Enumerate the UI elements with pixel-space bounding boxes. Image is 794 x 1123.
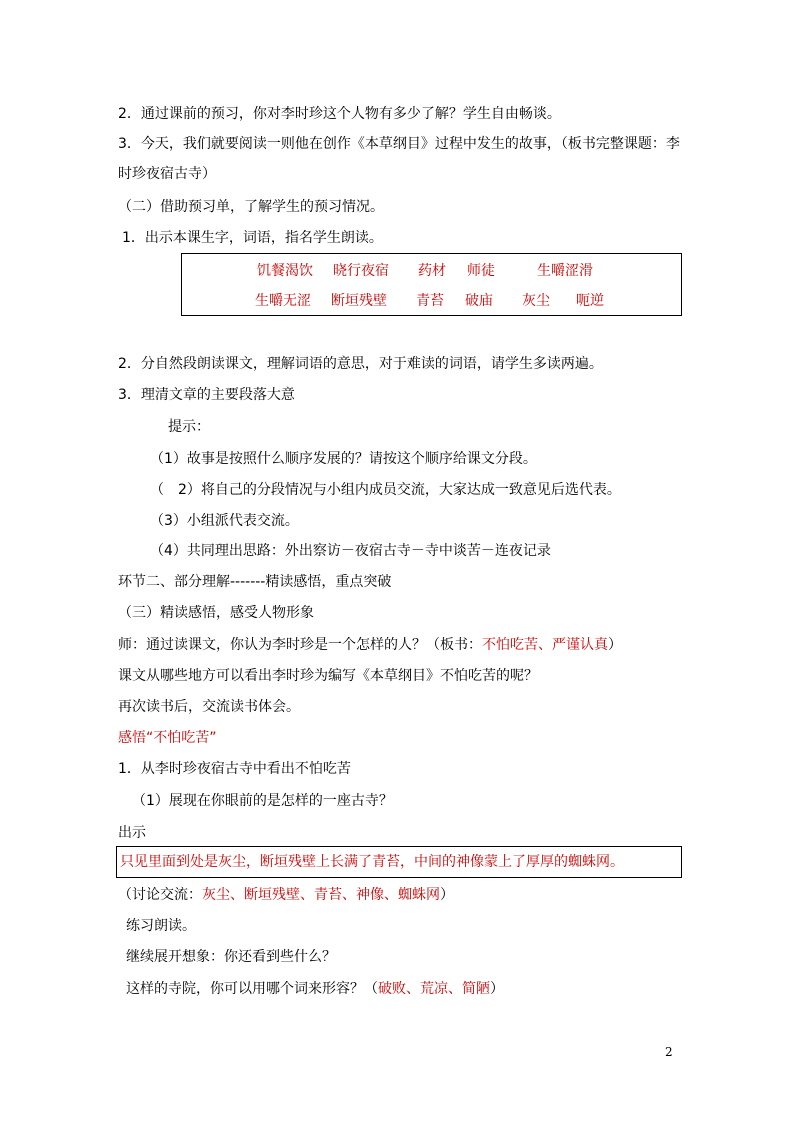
vocab-word: 师徒 (467, 263, 495, 279)
vocab-word: 破庙 (465, 293, 493, 309)
vocab-word: 生嚼涩滑 (537, 263, 593, 279)
highlight-text: 灰尘、断垣残壁、青苔、神像、蜘蛛网 (202, 887, 440, 903)
text-run: ） (490, 981, 504, 997)
paragraph-line: 提示： (168, 419, 210, 435)
paragraph-line: 1．出示本课生字，词语，指名学生朗读。 (122, 230, 383, 246)
paragraph-line: 练习朗读。 (126, 918, 196, 934)
page-number: 2 (665, 1045, 673, 1059)
paragraph-line: （ 2）将自己的分段情况与小组内成员交流，大家达成一致意见后选代表。 (150, 482, 621, 498)
paragraph-line: （1）展现在你眼前的是怎样的一座古寺？ (132, 793, 393, 809)
text-run: 这样的寺院，你可以用哪个词来形容？（ (126, 981, 378, 997)
section-heading: （二）借助预习单，了解学生的预习情况。 (118, 199, 384, 215)
vocab-word: 饥餐渴饮 (257, 263, 313, 279)
paragraph-line: （4）共同理出思路：外出察访－夜宿古寺－寺中谈苦－连夜记录 (150, 543, 551, 559)
subheading-highlight: 感悟“不怕吃苦” (118, 730, 217, 746)
paragraph-line (126, 980, 504, 998)
vocab-word: 呃逆 (576, 293, 604, 309)
paragraph-line (118, 886, 454, 904)
vocab-word: 断垣残壁 (331, 293, 387, 309)
paragraph-line: 时珍夜宿古寺） (118, 166, 216, 182)
paragraph-line: 3．今天，我们就要阅读一则他在创作《本草纲目》过程中发生的故事，（板书完整课题：李 (118, 136, 680, 152)
paragraph-line: （3）小组派代表交流。 (150, 513, 299, 529)
vocab-word: 青苔 (416, 293, 444, 309)
paragraph-line: 3．理清文章的主要段落大意 (118, 387, 295, 403)
vocab-word: 生嚼无涩 (255, 293, 311, 309)
paragraph-line: 继续展开想象：你还看到些什么？ (126, 949, 336, 965)
paragraph-line: （1）故事是按照什么顺序发展的？请按这个顺序给课文分段。 (150, 451, 537, 467)
paragraph-line: 出示 (118, 825, 146, 841)
vocabulary-box (181, 253, 682, 316)
paragraph-line (118, 636, 622, 654)
quote-box (116, 846, 682, 878)
section-heading: （三）精读感悟，感受人物形象 (118, 605, 314, 621)
highlight-text: 不怕吃苦、严谨认真 (482, 637, 608, 653)
vocab-word: 灰尘 (522, 293, 550, 309)
quote-text: 只见里面到处是灰尘，断垣残壁上长满了青苔，中间的神像蒙上了厚厚的蜘蛛网。 (120, 854, 624, 870)
text-run: （讨论交流： (118, 887, 202, 903)
text-run: 师：通过读课文，你认为李时珍是一个怎样的人？（板书： (118, 637, 482, 653)
text-run: ） (608, 637, 622, 653)
section-heading: 环节二、部分理解-------精读感悟，重点突破 (118, 574, 392, 590)
text-run: ） (440, 887, 454, 903)
paragraph-line: 2．通过课前的预习，你对李时珍这个人物有多少了解？学生自由畅谈。 (118, 106, 561, 122)
paragraph-line: 1．从李时珍夜宿古寺中看出不怕吃苦 (118, 761, 351, 777)
paragraph-line: 课文从哪些地方可以看出李时珍为编写《本草纲目》不怕吃苦的呢？ (118, 668, 538, 684)
paragraph-line: 再次读书后，交流读书体会。 (118, 699, 300, 715)
paragraph-line: 2．分自然段朗读课文，理解词语的意思，对于难读的词语，请学生多读两遍。 (118, 356, 603, 372)
vocab-word: 药材 (418, 263, 446, 279)
vocab-word: 晓行夜宿 (333, 263, 389, 279)
highlight-text: 破败、荒凉、简陋 (378, 981, 490, 997)
